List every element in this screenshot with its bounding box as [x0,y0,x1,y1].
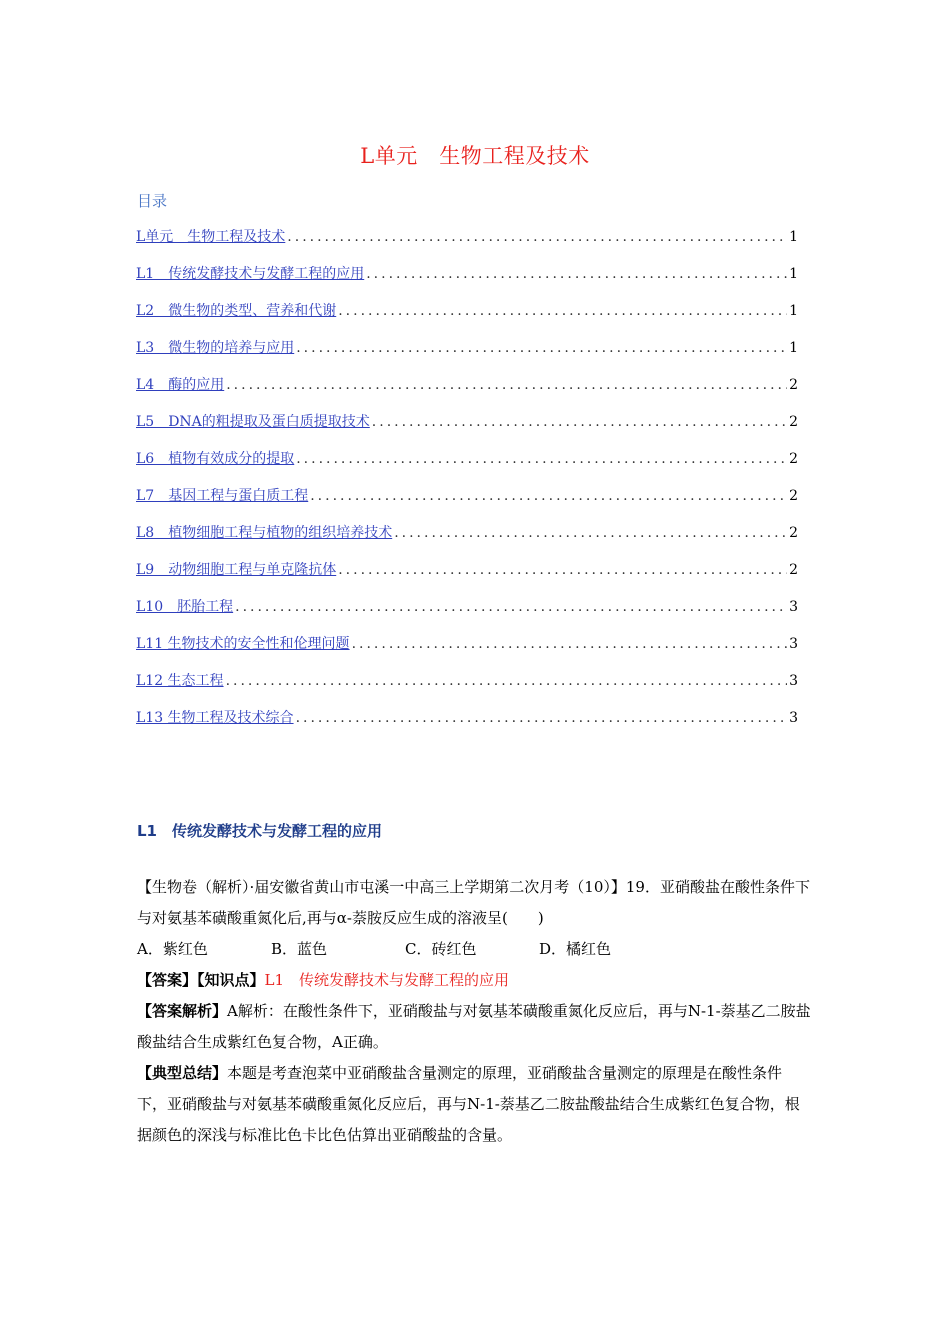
toc-dot-leader [372,414,787,430]
toc-item-label[interactable]: L5 DNA的粗提取及蛋白质提取技术 [136,414,370,430]
toc-dot-leader [338,303,787,319]
analysis-label: 【答案解析】 [137,1002,228,1020]
toc-item-page: 1 [789,229,798,245]
toc-item-label[interactable]: L6 植物有效成分的提取 [136,451,295,467]
toc-dot-leader [296,451,787,467]
summary-label: 【典型总结】 [137,1064,228,1082]
option-c: C．砖红色 [405,940,477,958]
toc-item-page: 3 [789,599,798,615]
section-heading: L1 传统发酵技术与发酵工程的应用 [137,822,382,840]
toc-item-page: 2 [789,488,798,504]
toc-dot-leader [366,266,787,282]
toc-dot-leader [226,377,787,393]
toc-dot-leader [310,488,787,504]
toc-item[interactable] [136,263,798,300]
toc-item[interactable] [136,485,798,522]
toc-item[interactable] [136,633,798,670]
summary-text: 本题是考查泡菜中亚硝酸盐含量测定的原理，亚硝酸盐含量测定的原理是在酸性条件下，亚硝酸盐与对氨基苯磺酸重氮化反应后，再与N-1-萘基乙二胺盐酸盐结合生成紫红色复合物，根据颜色的深浅与标准比色卡比色估算出亚硝酸盐的含量。 [137,1064,800,1144]
toc-dot-leader [226,673,788,689]
knowledge-point: L1 传统发酵技术与发酵工程的应用 [264,971,510,989]
toc-item-label[interactable]: L13 生物工程及技术综合 [136,710,294,726]
toc-item[interactable] [136,670,798,707]
answer-line [137,965,812,996]
option-a: A．紫红色 [137,940,208,958]
analysis-paragraph [137,996,812,1058]
toc-item-label[interactable]: L4 酶的应用 [136,377,225,393]
toc-item[interactable] [136,596,798,633]
question-options [137,934,812,965]
toc-item-label[interactable]: L9 动物细胞工程与单克隆抗体 [136,562,337,578]
toc-item[interactable] [136,411,798,448]
toc-item[interactable] [136,522,798,559]
toc-item[interactable] [136,559,798,596]
toc-item-page: 1 [789,303,798,319]
analysis-text: A解析：在酸性条件下，亚硝酸盐与对氨基苯磺酸重氮化反应后，再与N-1-萘基乙二胺盐酸盐结合生成紫红色复合物，A正确。 [137,1002,811,1051]
toc-item-page: 2 [789,414,798,430]
toc-item-page: 2 [789,525,798,541]
toc-item[interactable] [136,226,798,263]
toc-item-label[interactable]: L2 微生物的类型、营养和代谢 [136,303,337,319]
toc-item[interactable] [136,337,798,374]
toc-item-label[interactable]: L11 生物技术的安全性和伦理问题 [136,636,350,652]
toc-item-page: 3 [789,636,798,652]
question-text: 19．亚硝酸盐在酸性条件下与对氨基苯磺酸重氮化后,再与α-萘胺反应生成的溶液呈( ) [137,878,810,927]
table-of-contents [136,226,798,744]
summary-paragraph [137,1058,812,1151]
toc-item-label[interactable]: L1 传统发酵技术与发酵工程的应用 [136,266,365,282]
toc-item[interactable] [136,707,798,744]
toc-item-page: 2 [789,562,798,578]
toc-dot-leader [338,562,787,578]
toc-dot-leader [352,636,788,652]
toc-item-label[interactable]: L12 生态工程 [136,673,224,689]
option-d: D．橘红色 [539,940,612,958]
toc-item[interactable] [136,374,798,411]
toc-dot-leader [235,599,787,615]
toc-item[interactable] [136,448,798,485]
toc-item-label[interactable]: L3 微生物的培养与应用 [136,340,295,356]
toc-dot-leader [394,525,787,541]
toc-item-label[interactable]: L7 基因工程与蛋白质工程 [136,488,309,504]
toc-heading: 目录 [137,192,168,210]
toc-item-page: 1 [789,266,798,282]
toc-item-page: 2 [789,451,798,467]
toc-item-label[interactable]: L10 胚胎工程 [136,599,234,615]
document-title: L单元 生物工程及技术 [360,144,590,168]
toc-dot-leader [287,229,787,245]
toc-dot-leader [296,710,788,726]
toc-item[interactable] [136,300,798,337]
toc-dot-leader [296,340,787,356]
toc-item-page: 3 [789,673,798,689]
question-stem [137,872,812,934]
question-block [137,872,812,1151]
option-b: B．蓝色 [271,940,328,958]
toc-item-label[interactable]: L8 植物细胞工程与植物的组织培养技术 [136,525,393,541]
toc-item-page: 2 [789,377,798,393]
toc-item-page: 1 [789,340,798,356]
toc-item-page: 3 [789,710,798,726]
question-source: 【生物卷（解析）·届安徽省黄山市屯溪一中高三上学期第二次月考（10）】 [137,878,626,896]
toc-item-label[interactable]: L单元 生物工程及技术 [136,229,286,245]
answer-label: 【答案】【知识点】 [137,971,265,989]
